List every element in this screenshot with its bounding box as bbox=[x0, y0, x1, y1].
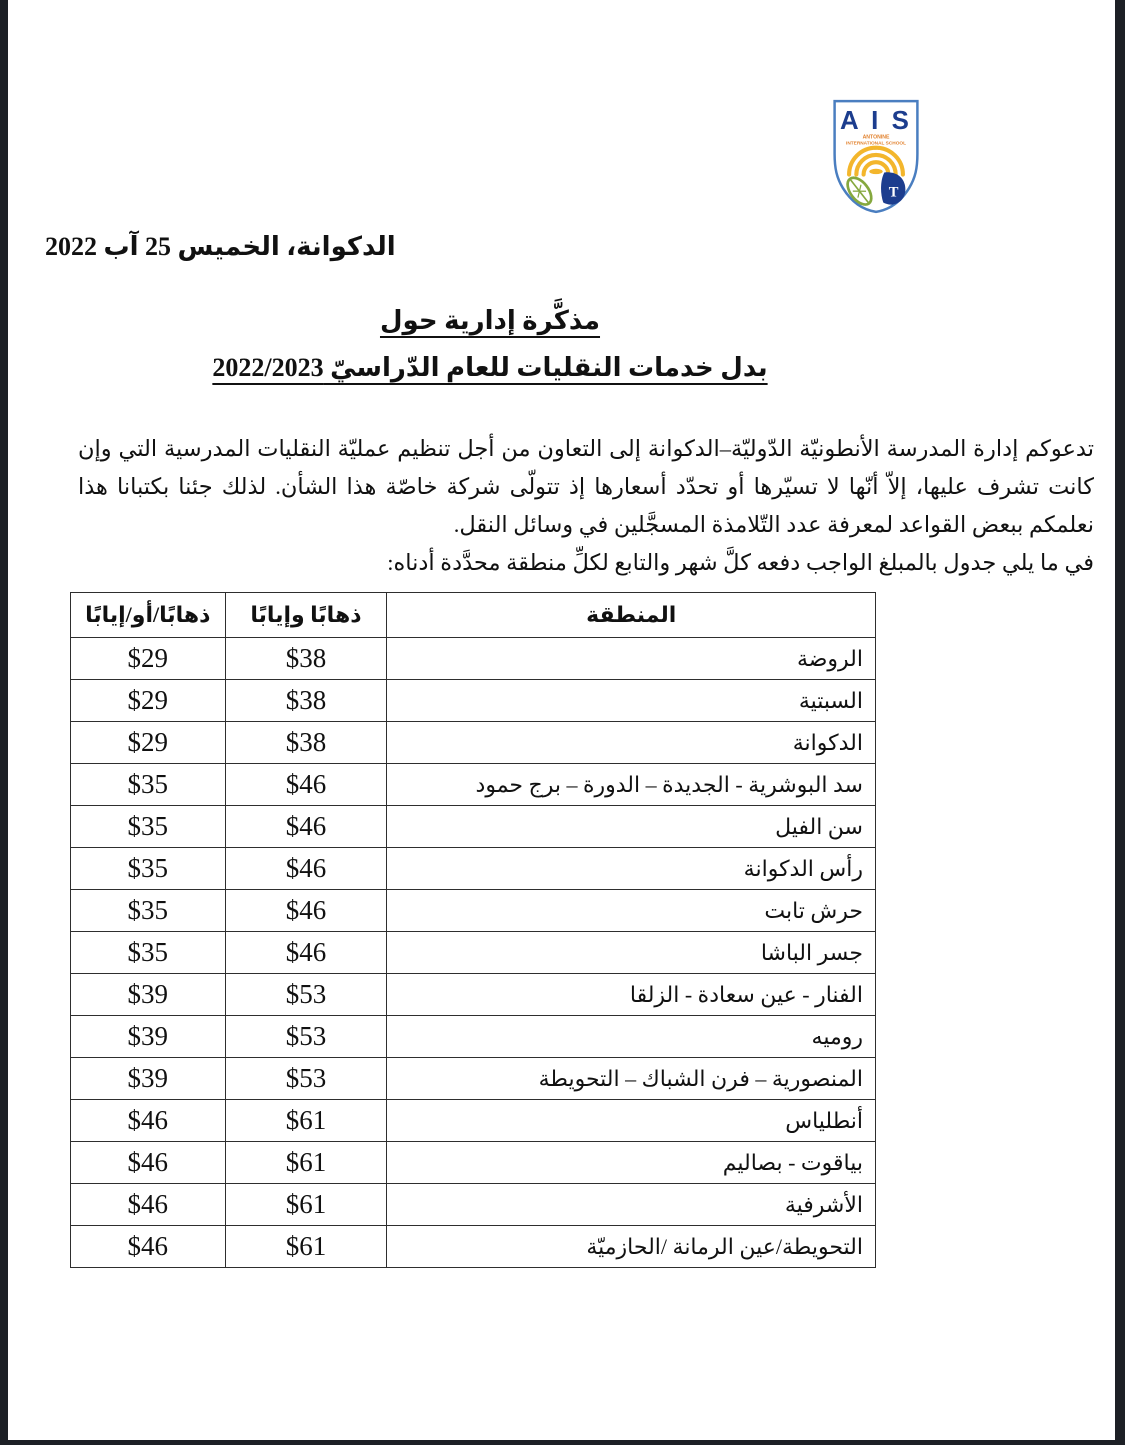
region-cell: السبتية bbox=[387, 680, 876, 722]
region-cell: روميه bbox=[387, 1016, 876, 1058]
round-trip-price-cell: $38 bbox=[225, 680, 387, 722]
region-cell: الروضة bbox=[387, 638, 876, 680]
round-trip-price-cell: $53 bbox=[225, 974, 387, 1016]
memo-title-line2: بدل خدمات النقليات للعام الدّراسيّ 2022/2023 bbox=[212, 353, 768, 382]
table-row bbox=[71, 1142, 876, 1184]
header-round-trip: ذهابًا وإيابًا bbox=[225, 593, 387, 638]
round-trip-price-cell: $61 bbox=[225, 1184, 387, 1226]
one-way-price-cell: $46 bbox=[71, 1142, 226, 1184]
memo-paragraph: تدعوكم إدارة المدرسة الأنطونيّة الدّوليّة–الدكوانة إلى التعاون من أجل تنظيم عمليّة النقليات المدرسية التي وإن كانت تشرف عليها، إلاّ أنّها لا تسيّرها أو تحدّد أسعارها إذ تتولّى شركة خاصّة هذا الشأن. لذلك جئنا بكتبانا هذا نعلمكم ببعض القواعد لمعرفة عدد التّلامذة المسجَّلين في وسائل النقل. bbox=[78, 436, 1094, 537]
one-way-price-cell: $46 bbox=[71, 1100, 226, 1142]
region-cell: الفنار - عين سعادة - الزلقا bbox=[387, 974, 876, 1016]
one-way-price-cell: $35 bbox=[71, 848, 226, 890]
table-row bbox=[71, 1184, 876, 1226]
region-cell: حرش تابت bbox=[387, 890, 876, 932]
round-trip-price-cell: $61 bbox=[225, 1142, 387, 1184]
date-line: الدكوانة، الخميس 25 آب 2022 bbox=[45, 232, 396, 261]
table-row bbox=[71, 764, 876, 806]
table-row bbox=[71, 890, 876, 932]
table-row bbox=[71, 806, 876, 848]
school-shield-icon bbox=[820, 98, 932, 216]
logo-school-name-line2: INTERNATIONAL SCHOOL bbox=[846, 141, 906, 147]
region-cell: سن الفيل bbox=[387, 806, 876, 848]
region-cell: الدكوانة bbox=[387, 722, 876, 764]
logo-school-name-line3: DEKWANEH bbox=[867, 146, 885, 151]
table-row bbox=[71, 1058, 876, 1100]
region-cell: رأس الدكوانة bbox=[387, 848, 876, 890]
header-region: المنطقة bbox=[387, 593, 876, 638]
table-row bbox=[71, 680, 876, 722]
region-cell: المنصورية – فرن الشباك – التحويطة bbox=[387, 1058, 876, 1100]
memo-title-line1: مذكَّرة إدارية حول bbox=[379, 306, 601, 335]
table-intro-line: في ما يلي جدول بالمبلغ الواجب دفعه كلَّ شهر والتابع لكلِّ منطقة محدَّدة أدناه: bbox=[387, 550, 1094, 575]
table-row bbox=[71, 638, 876, 680]
one-way-price-cell: $39 bbox=[71, 1016, 226, 1058]
one-way-price-cell: $29 bbox=[71, 680, 226, 722]
sun-lens-icon bbox=[869, 169, 882, 174]
round-trip-price-cell: $38 bbox=[225, 638, 387, 680]
table-row bbox=[71, 974, 876, 1016]
logo-acronym: A I S bbox=[839, 107, 913, 136]
one-way-price-cell: $46 bbox=[71, 1226, 226, 1268]
round-trip-price-cell: $61 bbox=[225, 1100, 387, 1142]
one-way-price-cell: $35 bbox=[71, 764, 226, 806]
region-cell: سد البوشرية - الجديدة – الدورة – برج حمود bbox=[387, 764, 876, 806]
viewer-edge-right bbox=[1115, 0, 1125, 1445]
one-way-price-cell: $46 bbox=[71, 1184, 226, 1226]
viewer-edge-bottom bbox=[0, 1440, 1125, 1445]
table-row bbox=[71, 932, 876, 974]
region-cell: بياقوت - بصاليم bbox=[387, 1142, 876, 1184]
region-cell: التحويطة/عين الرمانة /الحازميّة bbox=[387, 1226, 876, 1268]
round-trip-price-cell: $53 bbox=[225, 1058, 387, 1100]
region-cell: أنطلياس bbox=[387, 1100, 876, 1142]
table-row bbox=[71, 1226, 876, 1268]
one-way-price-cell: $29 bbox=[71, 722, 226, 764]
round-trip-price-cell: $38 bbox=[225, 722, 387, 764]
memo-body bbox=[78, 430, 1094, 582]
fees-table-header bbox=[71, 593, 876, 638]
one-way-price-cell: $29 bbox=[71, 638, 226, 680]
one-way-price-cell: $35 bbox=[71, 806, 226, 848]
memo-headings bbox=[70, 306, 910, 383]
header-one-way: ذهابًا/أو/إيابًا bbox=[71, 593, 226, 638]
table-row bbox=[71, 848, 876, 890]
round-trip-price-cell: $46 bbox=[225, 932, 387, 974]
fees-table-body bbox=[71, 638, 876, 1268]
round-trip-price-cell: $46 bbox=[225, 764, 387, 806]
table-row bbox=[71, 1100, 876, 1142]
one-way-price-cell: $39 bbox=[71, 974, 226, 1016]
tau-letter: T bbox=[888, 184, 899, 201]
one-way-price-cell: $39 bbox=[71, 1058, 226, 1100]
table-row bbox=[71, 722, 876, 764]
round-trip-price-cell: $46 bbox=[225, 848, 387, 890]
fees-table bbox=[70, 592, 876, 1268]
logo-school-name-line1: ANTONINE bbox=[862, 134, 890, 141]
round-trip-price-cell: $53 bbox=[225, 1016, 387, 1058]
round-trip-price-cell: $46 bbox=[225, 890, 387, 932]
header-row bbox=[71, 593, 876, 638]
school-logo bbox=[820, 98, 932, 216]
one-way-price-cell: $35 bbox=[71, 932, 226, 974]
region-cell: الأشرفية bbox=[387, 1184, 876, 1226]
viewer-edge-left bbox=[0, 0, 8, 1445]
one-way-price-cell: $35 bbox=[71, 890, 226, 932]
round-trip-price-cell: $61 bbox=[225, 1226, 387, 1268]
region-cell: جسر الباشا bbox=[387, 932, 876, 974]
round-trip-price-cell: $46 bbox=[225, 806, 387, 848]
table-row bbox=[71, 1016, 876, 1058]
